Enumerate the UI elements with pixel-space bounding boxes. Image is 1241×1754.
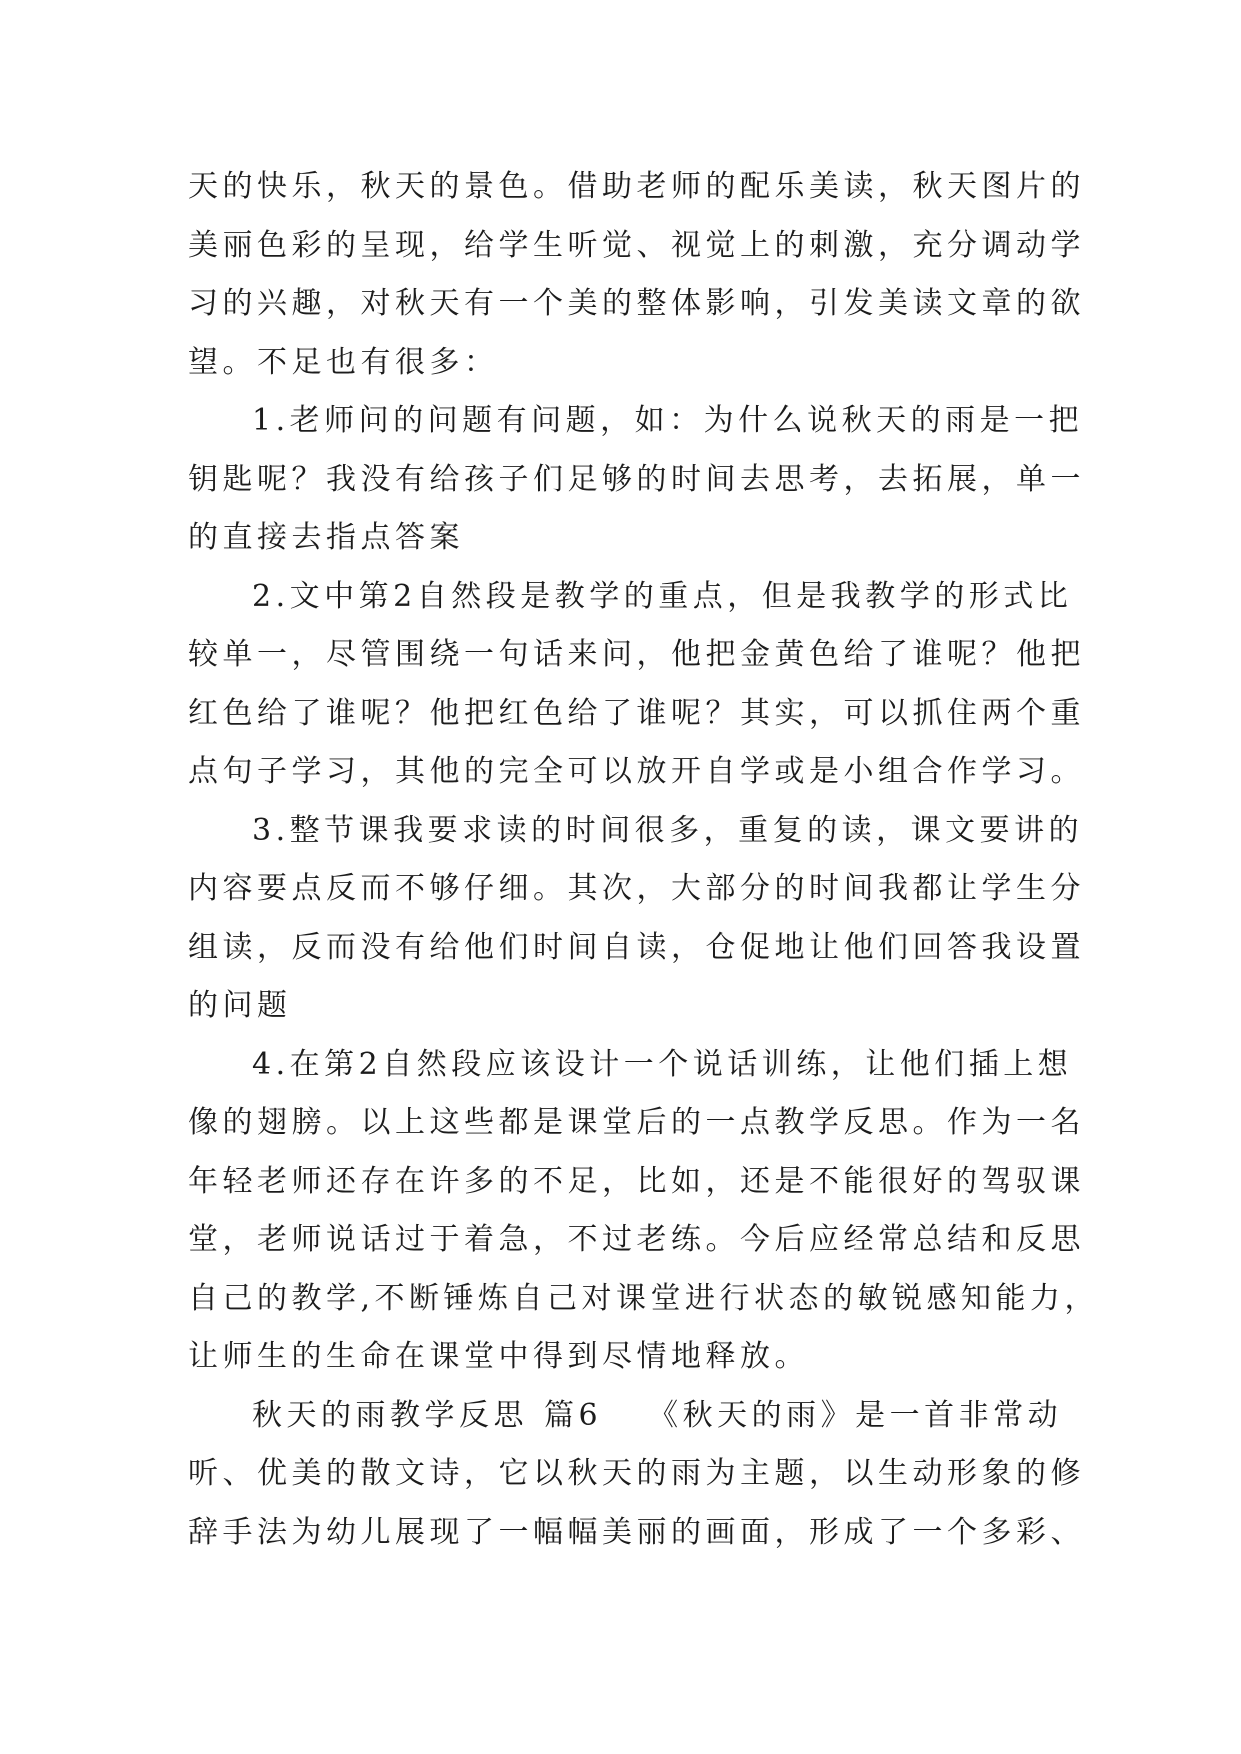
text-line: 的问题 — [188, 988, 292, 1023]
text-line: 听、优美的散文诗，它以秋天的雨为主题，以生动形象的修 — [188, 1456, 1085, 1491]
text-line: 红色给了谁呢？他把红色给了谁呢？其实，可以抓住两个重 — [188, 695, 1085, 731]
text-line: 望。不足也有很多： — [188, 344, 499, 380]
text-line: 较单一，尽管围绕一句话来问，他把金黄色给了谁呢？他把 — [188, 637, 1085, 672]
text-line: 堂，老师说话过于着急，不过老练。今后应经常总结和反思 — [188, 1222, 1085, 1257]
text-line: 组读，反而没有给他们时间自读，仓促地让他们回答我设置 — [188, 929, 1085, 965]
text-line: 内容要点反而不够仔细。其次，大部分的时间我都让学生分 — [188, 871, 1085, 906]
text-line: 的直接去指点答案 — [188, 520, 464, 555]
section-number: 篇6 — [544, 1397, 603, 1433]
text-line: 自己的教学,不断锤炼自己对课堂进行状态的敏锐感知能力， — [188, 1280, 1100, 1316]
text-line: 钥匙呢？我没有给孩子们足够的时间去思考，去拓展，单一 — [188, 461, 1085, 497]
list-item-3-line: 3.整节课我要求读的时间很多，重复的读，课文要讲的 — [252, 812, 1084, 848]
body-text — [188, 158, 1100, 1562]
section-heading-line — [188, 1387, 1068, 1446]
text-line: 像的翅膀。以上这些都是课堂后的一点教学反思。作为一名 — [188, 1105, 1085, 1140]
list-item-2-line: 2.文中第2自然段是教学的重点，但是我教学的形式比 — [252, 578, 1073, 614]
list-item-1-line: 1.老师问的问题有问题，如：为什么说秋天的雨是一把 — [252, 403, 1084, 438]
text-line: 点句子学习，其他的完全可以放开自学或是小组合作学习。 — [188, 754, 1085, 789]
section-title: 秋天的雨教学反思 — [252, 1397, 528, 1433]
text-line: 美丽色彩的呈现，给学生听觉、视觉上的刺激，充分调动学 — [188, 227, 1085, 263]
text-line: 天的快乐，秋天的景色。借助老师的配乐美读，秋天图片的 — [188, 169, 1085, 204]
text-line: 习的兴趣，对秋天有一个美的整体影响，引发美读文章的欲 — [188, 286, 1085, 321]
text-line: 年轻老师还存在许多的不足，比如，还是不能很好的驾驭课 — [188, 1163, 1085, 1199]
list-item-4-line: 4.在第2自然段应该设计一个说话训练，让他们插上想 — [252, 1046, 1073, 1082]
section-intro: 《秋天的雨》是一首非常动 — [648, 1397, 1063, 1433]
text-line: 辞手法为幼儿展现了一幅幅美丽的画面，形成了一个多彩、 — [188, 1514, 1085, 1550]
text-line: 让师生的生命在课堂中得到尽情地释放。 — [188, 1339, 809, 1374]
